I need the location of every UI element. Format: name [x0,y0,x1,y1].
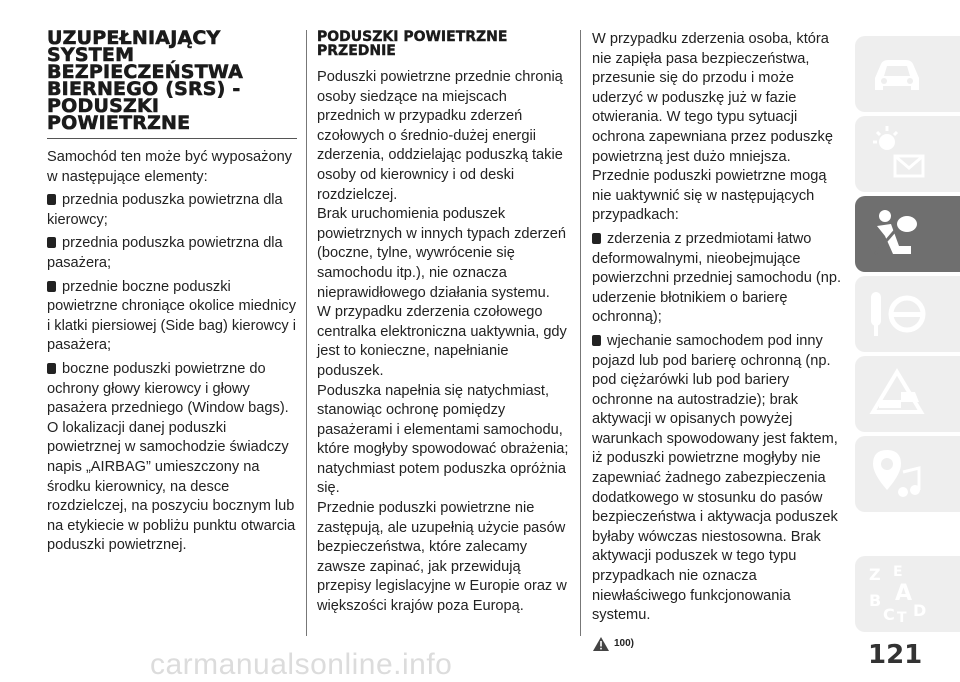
heading-line: PRZEDNIE [317,43,396,59]
outro-text: O lokalizacji danej poduszki powietrznej w samochodzie świadczy napis „AIRBAG” umieszczony na środku kierownicy, na desce rozdzielczej, na poszyciu bocznym lub na etykiecie w pobliżu punktu otwarcia poduszki powietrznej. [47,419,296,554]
main-heading-block [47,27,297,139]
heading-line: PODUSZKI [47,95,160,117]
main-heading [47,27,297,134]
paragraph: Poduszka napełnia się natychmiast, stanowiąc ochronę pomiędzy pasażerami i elementami samochodu, które mogłyby spowodować obrażenia; natychmiast potem poduszka opróżnia się. [317,382,569,497]
tab-warning-lights[interactable] [855,116,960,192]
key-steering-icon [865,282,929,346]
list-item [47,234,297,273]
paragraph: W przypadku zderzenia osoba, która nie zapięła pasa bezpieczeństwa, przesunie się do przodu i może uderzyć w poduszkę już w fazie otwierania. W tego typu sytuacji ochrona zapewniana przez poduszkę powietrzną jest dużo mniejsza. [592,31,833,165]
watermark: carmanualsonline.info [150,648,453,681]
list-item [592,332,844,626]
list-item-text: zderzenia z przedmiotami łatwo deformowalnymi, nieobejmujące powierzchni przedniej samochodu (np. uderzenie błotnikiem o barierę ochronną); [592,230,842,326]
tab-safety[interactable] [855,196,960,272]
warning-triangle-icon [865,362,929,426]
column-divider-2 [580,30,581,636]
warning-reference[interactable] [592,634,844,654]
index-letter: D [913,601,927,620]
tab-index[interactable] [855,556,960,632]
tab-starting-driving[interactable] [855,276,960,352]
warning-lights-icon [865,122,929,186]
list-item-text: przednie boczne poduszki powietrzne chroniące okolice miednicy i klatki piersiowej (Side bag) kierowcy i pasażera; [47,278,297,354]
index-letter: E [893,564,903,580]
warning-triangle-icon [592,636,610,652]
heading-line: BEZPIECZEŃSTWA [47,61,244,83]
paragraph: Przednie poduszki powietrzne nie zastępują, ale uzupełnią użycie pasów bezpieczeństwa, które zalecamy zawsze zapinać, jak przewidują przepisy legislacyjne w Europie oraz w większości krajów poza Europą. [317,500,567,615]
airbag-seat-icon [865,202,929,266]
heading-line: POWIETRZNE [47,112,191,134]
map-pin-music-icon [865,442,929,506]
bullet-icon [47,281,56,292]
bullet-icon [47,363,56,374]
list-item [47,191,297,230]
bullet-icon [47,237,56,248]
tab-vehicle[interactable] [855,36,960,112]
column-3 [592,30,844,653]
car-icon [865,42,929,106]
page-number: 121 [868,640,923,670]
list-item-text: boczne poduszki powietrzne do ochrony głowy kierowcy i głowy pasażera przedniego (Window bags). [47,360,289,417]
heading-line: PODUSZKI POWIETRZNE [317,29,508,45]
warning-reference-number: 100) [614,637,635,649]
column-2 [317,30,569,617]
tab-multimedia[interactable] [855,436,960,512]
bullet-icon [592,233,601,244]
list-item [47,278,297,356]
paragraph: Poduszki powietrzne przednie chronią osoby siedzące na miejscach przednich w przypadku zderzeń czołowych o średnio-dużej energii zderzenia, oddzielając poduszką takie osoby od kierownicy i od deski rozdzielczej. [317,69,563,203]
index-letter: C [883,605,895,624]
paragraph: W przypadku zderzenia czołowego centralka elektroniczna uaktywnia, gdy jest to konieczne, napełnianie poduszek. [317,304,567,379]
list-item-text: przednia poduszka powietrzna dla kierowcy; [47,192,283,228]
heading-line: SYSTEM [47,44,135,66]
index-letter: B [869,591,882,610]
index-letter: Z [869,565,881,584]
list-item-text: wjechanie samochodem pod inny pojazd lub pod barierę ochronną (np. pod ciężarówki lub pod bariery ochronne na autostradzie); brak aktywacji w opisanych powyżej warunkach spowodowany jest faktem, iż poduszki powietrzne mogłyby nie zapewniać żadnego zabezpieczenia dodatkowego w stosunku do pasów bezpieczeństwa i aktywacja poduszek byłaby wówczas niestosowna. Brak aktywacji poduszek w tego typu przypadkach nie oznacza niewłaściwego funkcjonowania systemu. [592,332,838,624]
intro-text: Samochód ten może być wyposażony w następujące elementy: [47,149,292,185]
bullet-icon [592,335,601,346]
list-item [592,230,844,328]
paragraph: Przednie poduszki powietrzne mogą nie uaktywnić się w następujących przypadkach: [592,168,827,224]
section-heading [317,30,569,58]
bullet-icon [47,194,56,205]
column-1 [47,27,297,556]
tab-emergency[interactable] [855,356,960,432]
heading-line: UZUPEŁNIAJĄCY [47,27,221,49]
index-letter: A [895,581,913,606]
index-letter: T [897,610,907,626]
list-item-text: przednia poduszka powietrzna dla pasażera; [47,235,283,271]
index-letters-icon [865,562,929,626]
column-divider-1 [306,30,307,636]
heading-line: BIERNEGO (SRS) - [47,78,241,100]
list-item [47,360,297,419]
paragraph: Brak uruchomienia poduszek powietrznych w innych typach zderzeń (boczne, tylne, wywrócenie się samochodu itp.), nie oznacza nieprawidłowego działania systemu. [317,206,567,301]
